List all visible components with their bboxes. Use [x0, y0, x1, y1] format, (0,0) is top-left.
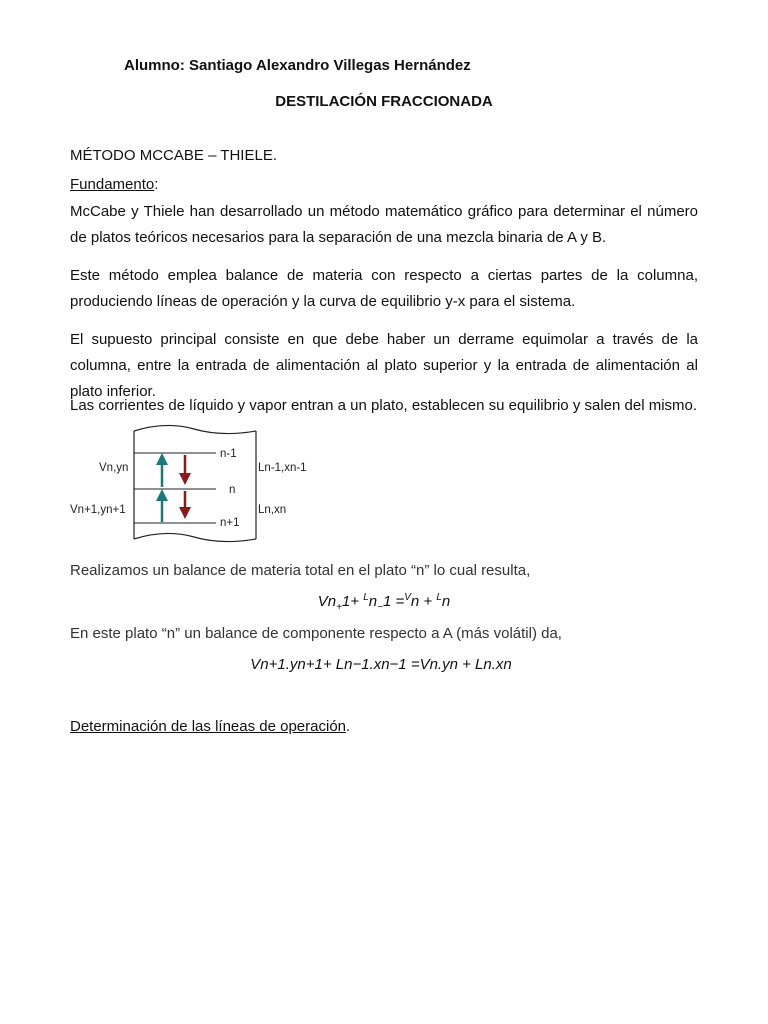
liquid-in-label: Ln-1,xn-1 — [258, 462, 307, 474]
vapor-arrowhead-upper — [156, 453, 168, 465]
vapor-arrowhead-lower — [156, 489, 168, 501]
plate-label-mid: n — [229, 484, 236, 496]
student-name: Alumno: Santiago Alexandro Villegas Hernández — [124, 57, 471, 74]
balance-total-text: Realizamos un balance de materia total en el plato “n” lo cual resulta, — [70, 562, 531, 579]
paragraph-1: McCabe y Thiele han desarrollado un método matemático gráfico para determinar el número de platos teóricos necesarios para la separación de una mezcla binaria de A y B. — [70, 203, 698, 246]
section-heading-period: . — [346, 718, 351, 735]
vapor-in-label: Vn+1,yn+1 — [70, 504, 126, 516]
document-title: DESTILACIÓN FRACCIONADA — [275, 93, 493, 110]
section-heading — [70, 718, 350, 735]
paragraph-3: El supuesto principal consiste en que debe haber un derrame equimolar a través de la columna, entre la entrada de alimentación al plato superior y la entrada de alimentación al plato inferior. — [70, 331, 698, 400]
paragraph-4: Las corrientes de líquido y vapor entran a un plato, establecen su equilibrio y salen del mismo. — [70, 397, 698, 414]
equation-total-balance: $Vn_+1+ ^Ln_-1 =^Vn + ^Ln$ — [317, 592, 451, 613]
column-top-edge — [134, 425, 256, 433]
plate-label-top: n-1 — [220, 448, 237, 460]
liquid-arrowhead-upper — [179, 473, 191, 485]
fundamento-colon: : — [154, 176, 159, 193]
column-bottom-edge — [134, 533, 256, 541]
plate-label-bottom: n+1 — [220, 517, 240, 529]
method-title: MÉTODO MCCABE – THIELE. — [70, 147, 277, 164]
fundamento-heading — [70, 172, 698, 198]
plate-diagram — [66, 423, 326, 553]
balance-component-text: En este plato “n” un balance de componente respecto a A (más volátil) da, — [70, 625, 562, 642]
liquid-arrowhead-lower — [179, 507, 191, 519]
liquid-out-label: Ln,xn — [258, 504, 287, 516]
paragraph-2: Este método emplea balance de materia con respecto a ciertas partes de la columna, produciendo líneas de operación y la curva de equilibrio y-x para el sistema. — [70, 267, 698, 310]
fundamento-label: Fundamento — [70, 176, 155, 193]
section-heading-label: Determinación de las líneas de operación — [70, 718, 346, 735]
equation-component-balance: Vn+1.yn+1+ Ln−1.xn−1 =Vn.yn + Ln.xn — [250, 656, 512, 673]
vapor-out-label: Vn,yn — [99, 462, 129, 474]
